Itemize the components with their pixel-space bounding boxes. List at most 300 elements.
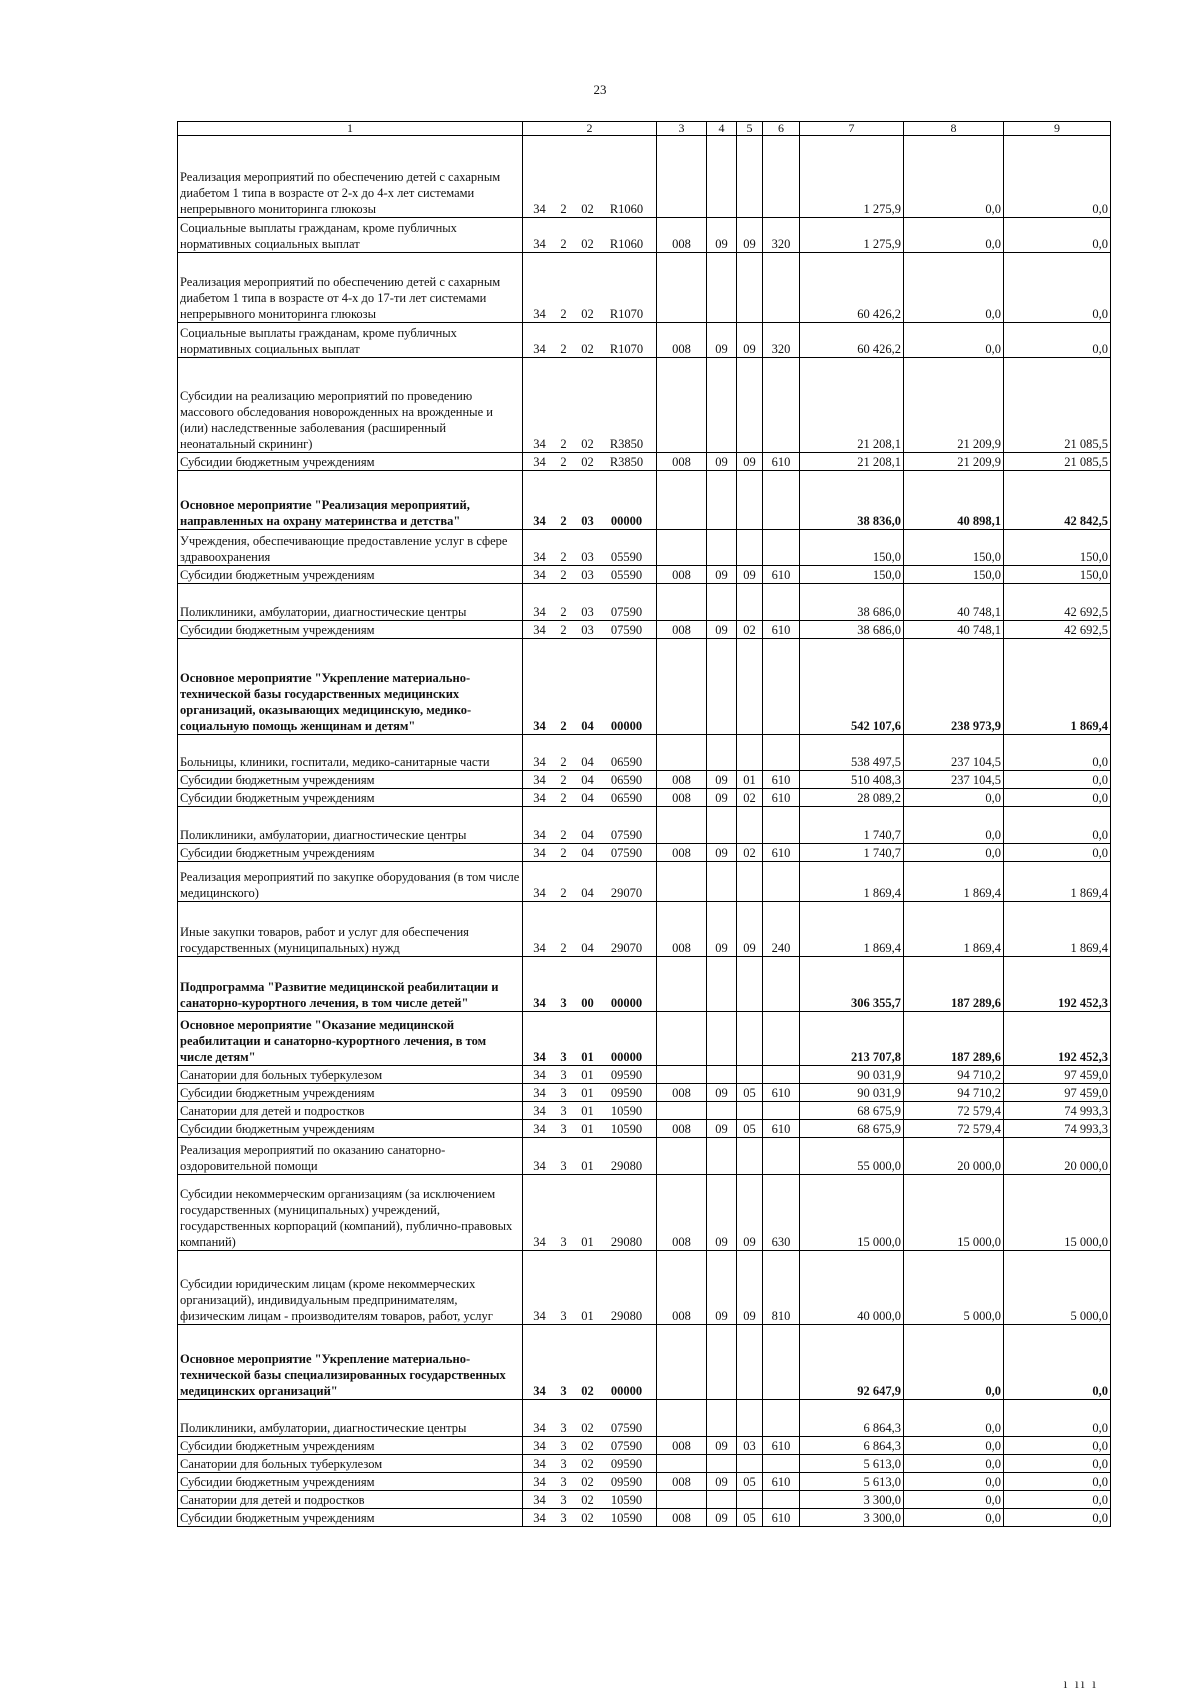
row-code — [523, 1012, 657, 1066]
amount-col7: 542 107,6 — [800, 639, 904, 735]
amount-col7: 21 208,1 — [800, 453, 904, 471]
row-code — [523, 902, 657, 957]
subsection-code — [737, 253, 763, 323]
table-row — [178, 1437, 1111, 1455]
amount-col7: 306 355,7 — [800, 957, 904, 1012]
code-segment: 34 — [533, 846, 546, 860]
code-segment: 34 — [533, 941, 546, 955]
code-segment: 00 — [581, 996, 594, 1010]
expense-type-code — [763, 862, 800, 902]
code-segment: 04 — [581, 846, 594, 860]
code-segment: 02 — [581, 437, 594, 451]
expense-type-code: 610 — [763, 844, 800, 862]
ministry-code — [657, 1012, 707, 1066]
code-segment: 34 — [533, 886, 546, 900]
code-segment: 2 — [560, 455, 567, 469]
code-segment: 34 — [533, 623, 546, 637]
expense-type-code: 610 — [763, 566, 800, 584]
row-code — [523, 1102, 657, 1120]
amount-col9: 0,0 — [1004, 323, 1111, 358]
section-code — [707, 807, 737, 844]
amount-col9: 0,0 — [1004, 735, 1111, 771]
amount-col8: 40 748,1 — [904, 584, 1004, 621]
subsection-code — [737, 358, 763, 453]
section-code — [707, 735, 737, 771]
section-code — [707, 1138, 737, 1175]
expense-type-code — [763, 807, 800, 844]
expense-type-code — [763, 1138, 800, 1175]
subsection-code — [737, 862, 763, 902]
code-segment: 3 — [560, 1439, 567, 1453]
amount-col8: 237 104,5 — [904, 771, 1004, 789]
ministry-code: 008 — [657, 1437, 707, 1455]
column-header: 4 — [707, 122, 737, 136]
code-segment: 01 — [581, 1122, 594, 1136]
amount-col7: 90 031,9 — [800, 1066, 904, 1084]
code-segment: 02 — [581, 1439, 594, 1453]
expense-type-code: 610 — [763, 771, 800, 789]
code-segment: 00000 — [610, 1050, 643, 1064]
subsection-code: 03 — [737, 1437, 763, 1455]
code-segment: 07590 — [610, 1421, 643, 1435]
code-segment: 05590 — [610, 550, 643, 564]
code-segment: 06590 — [610, 791, 643, 805]
table-row — [178, 639, 1111, 735]
code-segment: 00000 — [610, 996, 643, 1010]
ministry-code — [657, 862, 707, 902]
amount-col7: 213 707,8 — [800, 1012, 904, 1066]
budget-table — [177, 121, 1111, 1527]
code-segment: 34 — [533, 773, 546, 787]
edge-mark: ı ıı ı — [1063, 1677, 1098, 1692]
section-code: 09 — [707, 902, 737, 957]
table-row — [178, 1491, 1111, 1509]
expense-type-code — [763, 1325, 800, 1400]
section-code — [707, 1325, 737, 1400]
code-segment: 00000 — [610, 514, 643, 528]
table-row — [178, 957, 1111, 1012]
code-segment: 09590 — [610, 1086, 643, 1100]
amount-col8: 15 000,0 — [904, 1175, 1004, 1251]
amount-col7: 1 869,4 — [800, 862, 904, 902]
code-segment: 02 — [581, 455, 594, 469]
code-segment: 2 — [560, 773, 567, 787]
expense-type-code: 610 — [763, 621, 800, 639]
row-name: Субсидии бюджетным учреждениям — [178, 566, 523, 584]
table-row — [178, 1102, 1111, 1120]
row-name: Субсидии некоммерческим организациям (за исключением государственных (муниципальных) учреждений, государственных корпораций (компаний), публично-правовых компаний) — [178, 1175, 523, 1251]
amount-col9: 97 459,0 — [1004, 1066, 1111, 1084]
code-segment: 02 — [581, 307, 594, 321]
amount-col8: 0,0 — [904, 1455, 1004, 1473]
code-segment: 3 — [560, 1235, 567, 1249]
subsection-code — [737, 1066, 763, 1084]
header-row — [178, 122, 1111, 136]
row-code — [523, 1175, 657, 1251]
code-segment: 34 — [533, 307, 546, 321]
code-segment: 01 — [581, 1309, 594, 1323]
ministry-code: 008 — [657, 844, 707, 862]
code-segment: 01 — [581, 1086, 594, 1100]
table-row — [178, 1455, 1111, 1473]
code-segment: 04 — [581, 886, 594, 900]
row-code — [523, 218, 657, 253]
code-segment: 06590 — [610, 755, 643, 769]
table-row — [178, 218, 1111, 253]
row-code — [523, 253, 657, 323]
ministry-code: 008 — [657, 789, 707, 807]
subsection-code: 01 — [737, 771, 763, 789]
row-name: Реализация мероприятий по закупке оборудования (в том числе медицинского) — [178, 862, 523, 902]
amount-col8: 94 710,2 — [904, 1084, 1004, 1102]
ministry-code: 008 — [657, 453, 707, 471]
code-segment: 03 — [581, 605, 594, 619]
amount-col7: 40 000,0 — [800, 1251, 904, 1325]
subsection-code — [737, 471, 763, 530]
amount-col7: 1 275,9 — [800, 218, 904, 253]
row-code — [523, 844, 657, 862]
amount-col8: 187 289,6 — [904, 957, 1004, 1012]
amount-col8: 0,0 — [904, 789, 1004, 807]
amount-col7: 60 426,2 — [800, 323, 904, 358]
code-segment: 29080 — [610, 1309, 643, 1323]
section-code: 09 — [707, 1084, 737, 1102]
code-segment: 3 — [560, 1104, 567, 1118]
code-segment: 01 — [581, 1159, 594, 1173]
code-segment: 34 — [533, 1104, 546, 1118]
subsection-code: 09 — [737, 902, 763, 957]
code-segment: 05590 — [610, 568, 643, 582]
section-code: 09 — [707, 323, 737, 358]
row-code — [523, 862, 657, 902]
ministry-code — [657, 1400, 707, 1437]
row-code — [523, 735, 657, 771]
amount-col8: 0,0 — [904, 253, 1004, 323]
row-name: Субсидии бюджетным учреждениям — [178, 453, 523, 471]
table-row — [178, 566, 1111, 584]
subsection-code: 02 — [737, 844, 763, 862]
amount-col9: 5 000,0 — [1004, 1251, 1111, 1325]
amount-col7: 1 869,4 — [800, 902, 904, 957]
subsection-code — [737, 136, 763, 218]
code-segment: 10590 — [610, 1104, 643, 1118]
code-segment: 2 — [560, 550, 567, 564]
section-code — [707, 1066, 737, 1084]
section-code — [707, 253, 737, 323]
code-segment: 34 — [533, 342, 546, 356]
row-name: Субсидии бюджетным учреждениям — [178, 1473, 523, 1491]
row-code — [523, 530, 657, 566]
row-code — [523, 453, 657, 471]
code-segment: 10590 — [610, 1511, 643, 1525]
amount-col9: 97 459,0 — [1004, 1084, 1111, 1102]
code-segment: 2 — [560, 828, 567, 842]
amount-col7: 1 740,7 — [800, 807, 904, 844]
subsection-code: 02 — [737, 789, 763, 807]
code-segment: 02 — [581, 1384, 594, 1398]
amount-col9: 150,0 — [1004, 530, 1111, 566]
code-segment: 02 — [581, 1493, 594, 1507]
table-row — [178, 1473, 1111, 1491]
subsection-code — [737, 1400, 763, 1437]
row-code — [523, 323, 657, 358]
subsection-code: 05 — [737, 1084, 763, 1102]
table-row — [178, 1138, 1111, 1175]
row-code — [523, 621, 657, 639]
subsection-code — [737, 1491, 763, 1509]
ministry-code — [657, 1455, 707, 1473]
section-code: 09 — [707, 566, 737, 584]
code-segment: 10590 — [610, 1122, 643, 1136]
code-segment: R3850 — [609, 437, 644, 451]
expense-type-code — [763, 1491, 800, 1509]
expense-type-code — [763, 1066, 800, 1084]
row-name: Основное мероприятие "Укрепление материально-технической базы специализированных государственных медицинских организаций" — [178, 1325, 523, 1400]
ministry-code — [657, 1102, 707, 1120]
amount-col7: 28 089,2 — [800, 789, 904, 807]
expense-type-code — [763, 1102, 800, 1120]
row-code — [523, 566, 657, 584]
row-code — [523, 639, 657, 735]
code-segment: 34 — [533, 605, 546, 619]
code-segment: 29070 — [610, 941, 643, 955]
ministry-code — [657, 735, 707, 771]
row-name: Социальные выплаты гражданам, кроме публичных нормативных социальных выплат — [178, 323, 523, 358]
table-row — [178, 1120, 1111, 1138]
ministry-code: 008 — [657, 1473, 707, 1491]
code-segment: 3 — [560, 1122, 567, 1136]
code-segment: 3 — [560, 1493, 567, 1507]
table-row — [178, 471, 1111, 530]
expense-type-code — [763, 1455, 800, 1473]
code-segment: 2 — [560, 437, 567, 451]
code-segment: 00000 — [610, 719, 643, 733]
code-segment: 3 — [560, 1421, 567, 1435]
row-name: Санатории для детей и подростков — [178, 1491, 523, 1509]
section-code: 09 — [707, 1473, 737, 1491]
code-segment: 34 — [533, 1159, 546, 1173]
page-number: 23 — [593, 82, 607, 97]
section-code — [707, 1400, 737, 1437]
row-name: Больницы, клиники, госпитали, медико-санитарные части — [178, 735, 523, 771]
code-segment: 34 — [533, 1421, 546, 1435]
subsection-code: 09 — [737, 1251, 763, 1325]
ministry-code — [657, 1138, 707, 1175]
amount-col9: 1 869,4 — [1004, 639, 1111, 735]
code-segment: 2 — [560, 307, 567, 321]
row-name: Субсидии бюджетным учреждениям — [178, 1509, 523, 1527]
amount-col7: 55 000,0 — [800, 1138, 904, 1175]
amount-col8: 20 000,0 — [904, 1138, 1004, 1175]
row-code — [523, 1400, 657, 1437]
amount-col9: 42 842,5 — [1004, 471, 1111, 530]
section-code: 09 — [707, 789, 737, 807]
amount-col8: 0,0 — [904, 136, 1004, 218]
row-name: Реализация мероприятий по оказанию санаторно-оздоровительной помощи — [178, 1138, 523, 1175]
section-code — [707, 584, 737, 621]
code-segment: R1060 — [609, 237, 644, 251]
amount-col9: 1 869,4 — [1004, 902, 1111, 957]
table-row — [178, 844, 1111, 862]
amount-col7: 3 300,0 — [800, 1491, 904, 1509]
code-segment: 02 — [581, 1511, 594, 1525]
code-segment: R3850 — [609, 455, 644, 469]
subsection-code — [737, 584, 763, 621]
amount-col8: 40 748,1 — [904, 621, 1004, 639]
code-segment: 04 — [581, 828, 594, 842]
row-code — [523, 584, 657, 621]
expense-type-code: 610 — [763, 789, 800, 807]
subsection-code: 09 — [737, 453, 763, 471]
amount-col9: 20 000,0 — [1004, 1138, 1111, 1175]
code-segment: 2 — [560, 941, 567, 955]
row-name: Поликлиники, амбулатории, диагностические центры — [178, 584, 523, 621]
amount-col9: 0,0 — [1004, 1437, 1111, 1455]
row-name: Учреждения, обеспечивающие предоставление услуг в сфере здравоохранения — [178, 530, 523, 566]
amount-col9: 0,0 — [1004, 789, 1111, 807]
expense-type-code: 610 — [763, 1473, 800, 1491]
column-header: 3 — [657, 122, 707, 136]
code-segment: 02 — [581, 237, 594, 251]
code-segment: 01 — [581, 1235, 594, 1249]
amount-col8: 0,0 — [904, 1491, 1004, 1509]
code-segment: 3 — [560, 1068, 567, 1082]
code-segment: 04 — [581, 773, 594, 787]
row-code — [523, 471, 657, 530]
subsection-code: 05 — [737, 1509, 763, 1527]
amount-col7: 6 864,3 — [800, 1437, 904, 1455]
amount-col7: 38 836,0 — [800, 471, 904, 530]
amount-col9: 0,0 — [1004, 1509, 1111, 1527]
code-segment: 07590 — [610, 846, 643, 860]
amount-col9: 0,0 — [1004, 1455, 1111, 1473]
row-name: Реализация мероприятий по обеспечению детей с сахарным диабетом 1 типа в возрасте от 2-х до 4-х лет системами непрерывного мониторинга глюкозы — [178, 136, 523, 218]
code-segment: 00000 — [610, 1384, 643, 1398]
code-segment: 07590 — [610, 828, 643, 842]
amount-col8: 21 209,9 — [904, 358, 1004, 453]
code-segment: 3 — [560, 1511, 567, 1525]
table-row — [178, 358, 1111, 453]
amount-col7: 38 686,0 — [800, 621, 904, 639]
expense-type-code: 320 — [763, 218, 800, 253]
ministry-code: 008 — [657, 1175, 707, 1251]
amount-col9: 0,0 — [1004, 1491, 1111, 1509]
row-name: Субсидии юридическим лицам (кроме некоммерческих организаций), индивидуальным предпринимателям, физическим лицам - производителям товаров, работ, услуг — [178, 1251, 523, 1325]
code-segment: 07590 — [610, 605, 643, 619]
code-segment: 06590 — [610, 773, 643, 787]
amount-col9: 1 869,4 — [1004, 862, 1111, 902]
amount-col9: 0,0 — [1004, 1400, 1111, 1437]
table-row — [178, 584, 1111, 621]
code-segment: 2 — [560, 886, 567, 900]
amount-col9: 42 692,5 — [1004, 621, 1111, 639]
amount-col9: 21 085,5 — [1004, 453, 1111, 471]
ministry-code — [657, 1325, 707, 1400]
code-segment: 09590 — [610, 1475, 643, 1489]
code-segment: 34 — [533, 828, 546, 842]
code-segment: 34 — [533, 437, 546, 451]
code-segment: 10590 — [610, 1493, 643, 1507]
expense-type-code — [763, 1400, 800, 1437]
row-name: Поликлиники, амбулатории, диагностические центры — [178, 807, 523, 844]
subsection-code: 02 — [737, 621, 763, 639]
code-segment: 02 — [581, 342, 594, 356]
amount-col8: 72 579,4 — [904, 1120, 1004, 1138]
code-segment: 03 — [581, 623, 594, 637]
amount-col9: 0,0 — [1004, 253, 1111, 323]
subsection-code: 09 — [737, 566, 763, 584]
table-row — [178, 136, 1111, 218]
expense-type-code: 610 — [763, 1120, 800, 1138]
amount-col7: 68 675,9 — [800, 1102, 904, 1120]
row-name: Субсидии бюджетным учреждениям — [178, 771, 523, 789]
row-name: Иные закупки товаров, работ и услуг для обеспечения государственных (муниципальных) нужд — [178, 902, 523, 957]
code-segment: 34 — [533, 1086, 546, 1100]
column-header: 5 — [737, 122, 763, 136]
code-segment: 01 — [581, 1104, 594, 1118]
code-segment: 04 — [581, 755, 594, 769]
ministry-code — [657, 471, 707, 530]
code-segment: 02 — [581, 202, 594, 216]
expense-type-code — [763, 530, 800, 566]
code-segment: 03 — [581, 550, 594, 564]
subsection-code: 05 — [737, 1473, 763, 1491]
amount-col9: 0,0 — [1004, 807, 1111, 844]
amount-col8: 5 000,0 — [904, 1251, 1004, 1325]
expense-type-code — [763, 584, 800, 621]
code-segment: 04 — [581, 719, 594, 733]
ministry-code: 008 — [657, 771, 707, 789]
ministry-code: 008 — [657, 902, 707, 957]
amount-col7: 60 426,2 — [800, 253, 904, 323]
code-segment: 2 — [560, 202, 567, 216]
expense-type-code: 240 — [763, 902, 800, 957]
expense-type-code — [763, 253, 800, 323]
amount-col8: 40 898,1 — [904, 471, 1004, 530]
code-segment: 29080 — [610, 1235, 643, 1249]
expense-type-code — [763, 957, 800, 1012]
code-segment: 04 — [581, 941, 594, 955]
expense-type-code: 610 — [763, 453, 800, 471]
section-code: 09 — [707, 1509, 737, 1527]
code-segment: 34 — [533, 1493, 546, 1507]
section-code — [707, 530, 737, 566]
ministry-code — [657, 358, 707, 453]
code-segment: 34 — [533, 514, 546, 528]
section-code: 09 — [707, 1120, 737, 1138]
amount-col8: 238 973,9 — [904, 639, 1004, 735]
row-code — [523, 771, 657, 789]
code-segment: 3 — [560, 1159, 567, 1173]
expense-type-code: 610 — [763, 1509, 800, 1527]
table-row — [178, 735, 1111, 771]
row-code — [523, 358, 657, 453]
section-code — [707, 957, 737, 1012]
code-segment: 07590 — [610, 1439, 643, 1453]
amount-col8: 0,0 — [904, 1400, 1004, 1437]
code-segment: 09590 — [610, 1457, 643, 1471]
row-code — [523, 1120, 657, 1138]
ministry-code — [657, 1491, 707, 1509]
code-segment: 34 — [533, 1475, 546, 1489]
ministry-code: 008 — [657, 1084, 707, 1102]
section-code: 09 — [707, 1437, 737, 1455]
code-segment: 29070 — [610, 886, 643, 900]
column-header: 6 — [763, 122, 800, 136]
expense-type-code: 610 — [763, 1437, 800, 1455]
code-segment: 2 — [560, 846, 567, 860]
table-row — [178, 1509, 1111, 1527]
